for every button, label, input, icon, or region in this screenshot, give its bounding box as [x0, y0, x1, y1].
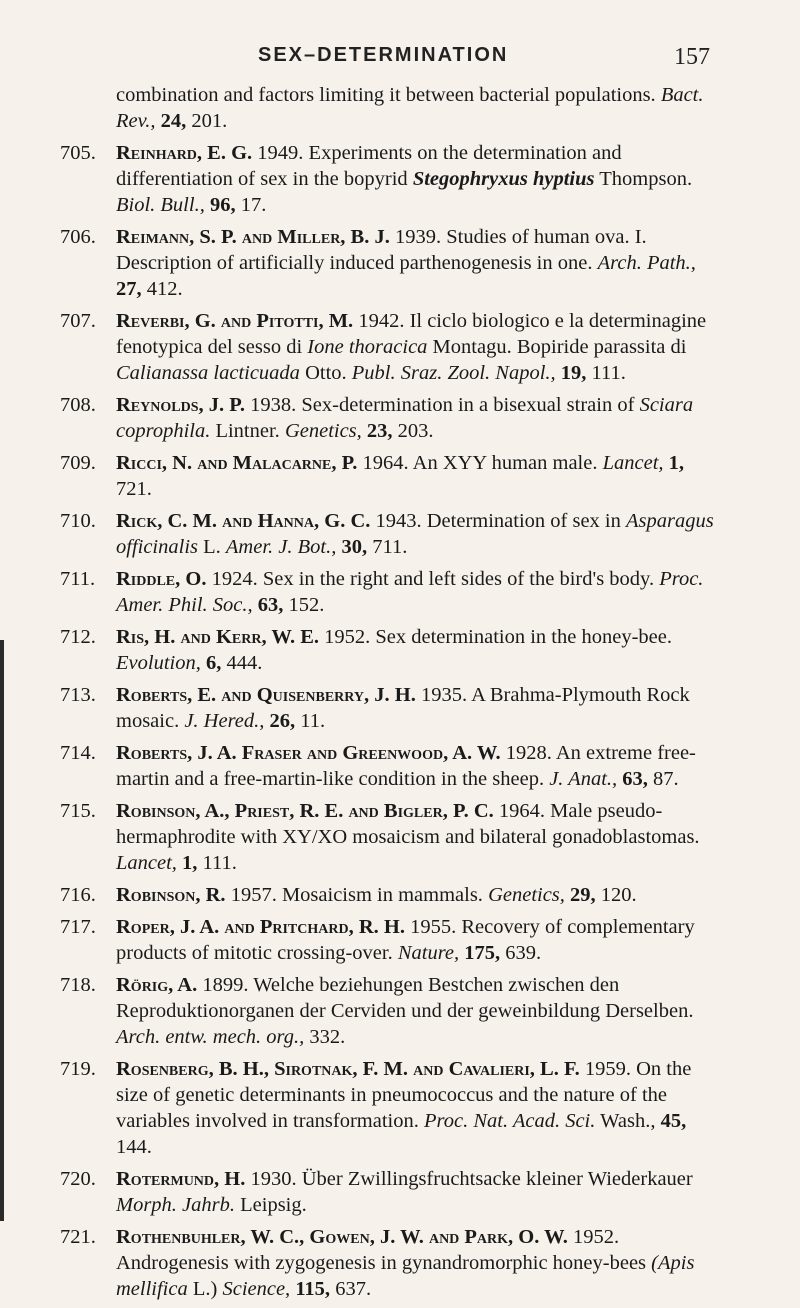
reference-list	[0, 82, 800, 1308]
reference-717: 717. Roper, J. A. and Pritchard, R. H. 1955. Recovery of complementary products of mitotic crossing-over. Nature, 175, 639.	[60, 916, 695, 964]
reference-number: 716.	[60, 884, 96, 906]
reference-720: 720. Rotermund, H. 1930. Über Zwillingsfruchtsacke kleiner Wiederkauer Morph. Jahrb. Leipsig.	[60, 1168, 693, 1216]
reference-number: 720.	[60, 1168, 96, 1190]
reference-authors: Reynolds, J. P.	[116, 394, 246, 416]
reference-number: 705.	[60, 142, 96, 164]
reference-709: 709. Ricci, N. and Malacarne, P. 1964. An XYY human male. Lancet, 1, 721.	[60, 452, 685, 500]
reference-number: 714.	[60, 742, 96, 764]
running-head: SEX–DETERMINATION	[258, 44, 509, 66]
reference-number: 715.	[60, 800, 96, 822]
reference-authors: Rosenberg, B. H., Sirotnak, F. M. and Cavalieri, L. F.	[116, 1058, 580, 1080]
reference-718: 718. Rörig, A. 1899. Welche beziehungen Bestchen zwischen den Reproduktionorganen der Cerviden und der geweinbildung Derselben. Arch. entw. mech. org., 332.	[60, 974, 694, 1048]
reference-706: 706. Reimann, S. P. and Miller, B. J. 1939. Studies of human ova. I. Description of artificially induced parthenogenesis in one. Arch. Path., 27, 412.	[60, 226, 696, 300]
reference-authors: Rörig, A.	[116, 974, 198, 996]
reference-708: 708. Reynolds, J. P. 1938. Sex-determination in a bisexual strain of Sciara coprophila. Lintner. Genetics, 23, 203.	[60, 394, 694, 442]
reference-711: 711. Riddle, O. 1924. Sex in the right and left sides of the bird's body. Proc. Amer. Phil. Soc., 63, 152.	[60, 568, 704, 616]
reference-authors: Roberts, E. and Quisenberry, J. H.	[116, 684, 416, 706]
reference-authors: Roberts, J. A. Fraser and Greenwood, A. W.	[116, 742, 501, 764]
reference-number: 719.	[60, 1058, 96, 1080]
reference-number: 711.	[60, 568, 96, 590]
reference-number: 712.	[60, 626, 96, 648]
reference-713: 713. Roberts, E. and Quisenberry, J. H. 1935. A Brahma-Plymouth Rock mosaic. J. Hered., 26, 11.	[60, 684, 690, 732]
reference-authors: Robinson, A., Priest, R. E. and Bigler, P. C.	[116, 800, 494, 822]
reference-authors: Rick, C. M. and Hanna, G. C.	[116, 510, 371, 532]
reference-authors: Ris, H. and Kerr, W. E.	[116, 626, 319, 648]
reference-number: 710.	[60, 510, 96, 532]
reference-716: 716. Robinson, R. 1957. Mosaicism in mammals. Genetics, 29, 120.	[60, 884, 637, 906]
reference-authors: Roper, J. A. and Pritchard, R. H.	[116, 916, 405, 938]
reference-number: 713.	[60, 684, 96, 706]
reference-number: 709.	[60, 452, 96, 474]
reference-number: 708.	[60, 394, 96, 416]
reference-authors: Reinhard, E. G.	[116, 142, 253, 164]
reference-authors: Riddle, O.	[116, 568, 207, 590]
page-header	[0, 44, 800, 74]
reference-authors: Reimann, S. P. and Miller, B. J.	[116, 226, 390, 248]
reference-authors: Robinson, R.	[116, 884, 226, 906]
reference-authors: Rotermund, H.	[116, 1168, 246, 1190]
reference-continuation: combination and factors limiting it between bacterial populations. Bact. Rev., 24, 201.	[116, 84, 704, 132]
reference-712: 712. Ris, H. and Kerr, W. E. 1952. Sex determination in the honey-bee. Evolution, 6, 444.	[60, 626, 672, 674]
reference-721: 721. Rothenbuhler, W. C., Gowen, J. W. and Park, O. W. 1952. Androgenesis with zygogenesis in gynandromorphic honey-bees (Apis mellifica L.) Science, 115, 637.	[60, 1226, 695, 1300]
reference-number: 706.	[60, 226, 96, 248]
reference-number: 718.	[60, 974, 96, 996]
reference-707: 707. Reverbi, G. and Pitotti, M. 1942. Il ciclo biologico e la determinagine fenotypica del sesso di Ione thoracica Montagu. Bopiride parassita di Calianassa lacticuada Otto. Publ. Sraz. Zool. Napol., 19, 111.	[60, 310, 707, 384]
page-number: 157	[674, 44, 710, 70]
reference-705: 705. Reinhard, E. G. 1949. Experiments on the determination and differentiation of sex in the bopyrid Stegophryxus hyptius Thompson. Biol. Bull., 96, 17.	[60, 142, 693, 216]
reference-714: 714. Roberts, J. A. Fraser and Greenwood, A. W. 1928. An extreme free-martin and a free-martin-like condition in the sheep. J. Anat., 63, 87.	[60, 742, 696, 790]
reference-719: 719. Rosenberg, B. H., Sirotnak, F. M. and Cavalieri, L. F. 1959. On the size of genetic determinants in pneumococcus and the nature of the variables involved in transformation. Proc. Nat. Acad. Sci. Wash., 45, 144.	[60, 1058, 692, 1158]
reference-710: 710. Rick, C. M. and Hanna, G. C. 1943. Determination of sex in Asparagus officinalis L. Amer. J. Bot., 30, 711.	[60, 510, 714, 558]
reference-number: 721.	[60, 1226, 96, 1248]
reference-number: 717.	[60, 916, 96, 938]
reference-authors: Rothenbuhler, W. C., Gowen, J. W. and Park, O. W.	[116, 1226, 568, 1248]
reference-number: 707.	[60, 310, 96, 332]
reference-715: 715. Robinson, A., Priest, R. E. and Bigler, P. C. 1964. Male pseudo-hermaphrodite with XY/XO mosaicism and bilateral gonadoblastomas. Lancet, 1, 111.	[60, 800, 700, 874]
reference-authors: Ricci, N. and Malacarne, P.	[116, 452, 358, 474]
reference-authors: Reverbi, G. and Pitotti, M.	[116, 310, 354, 332]
